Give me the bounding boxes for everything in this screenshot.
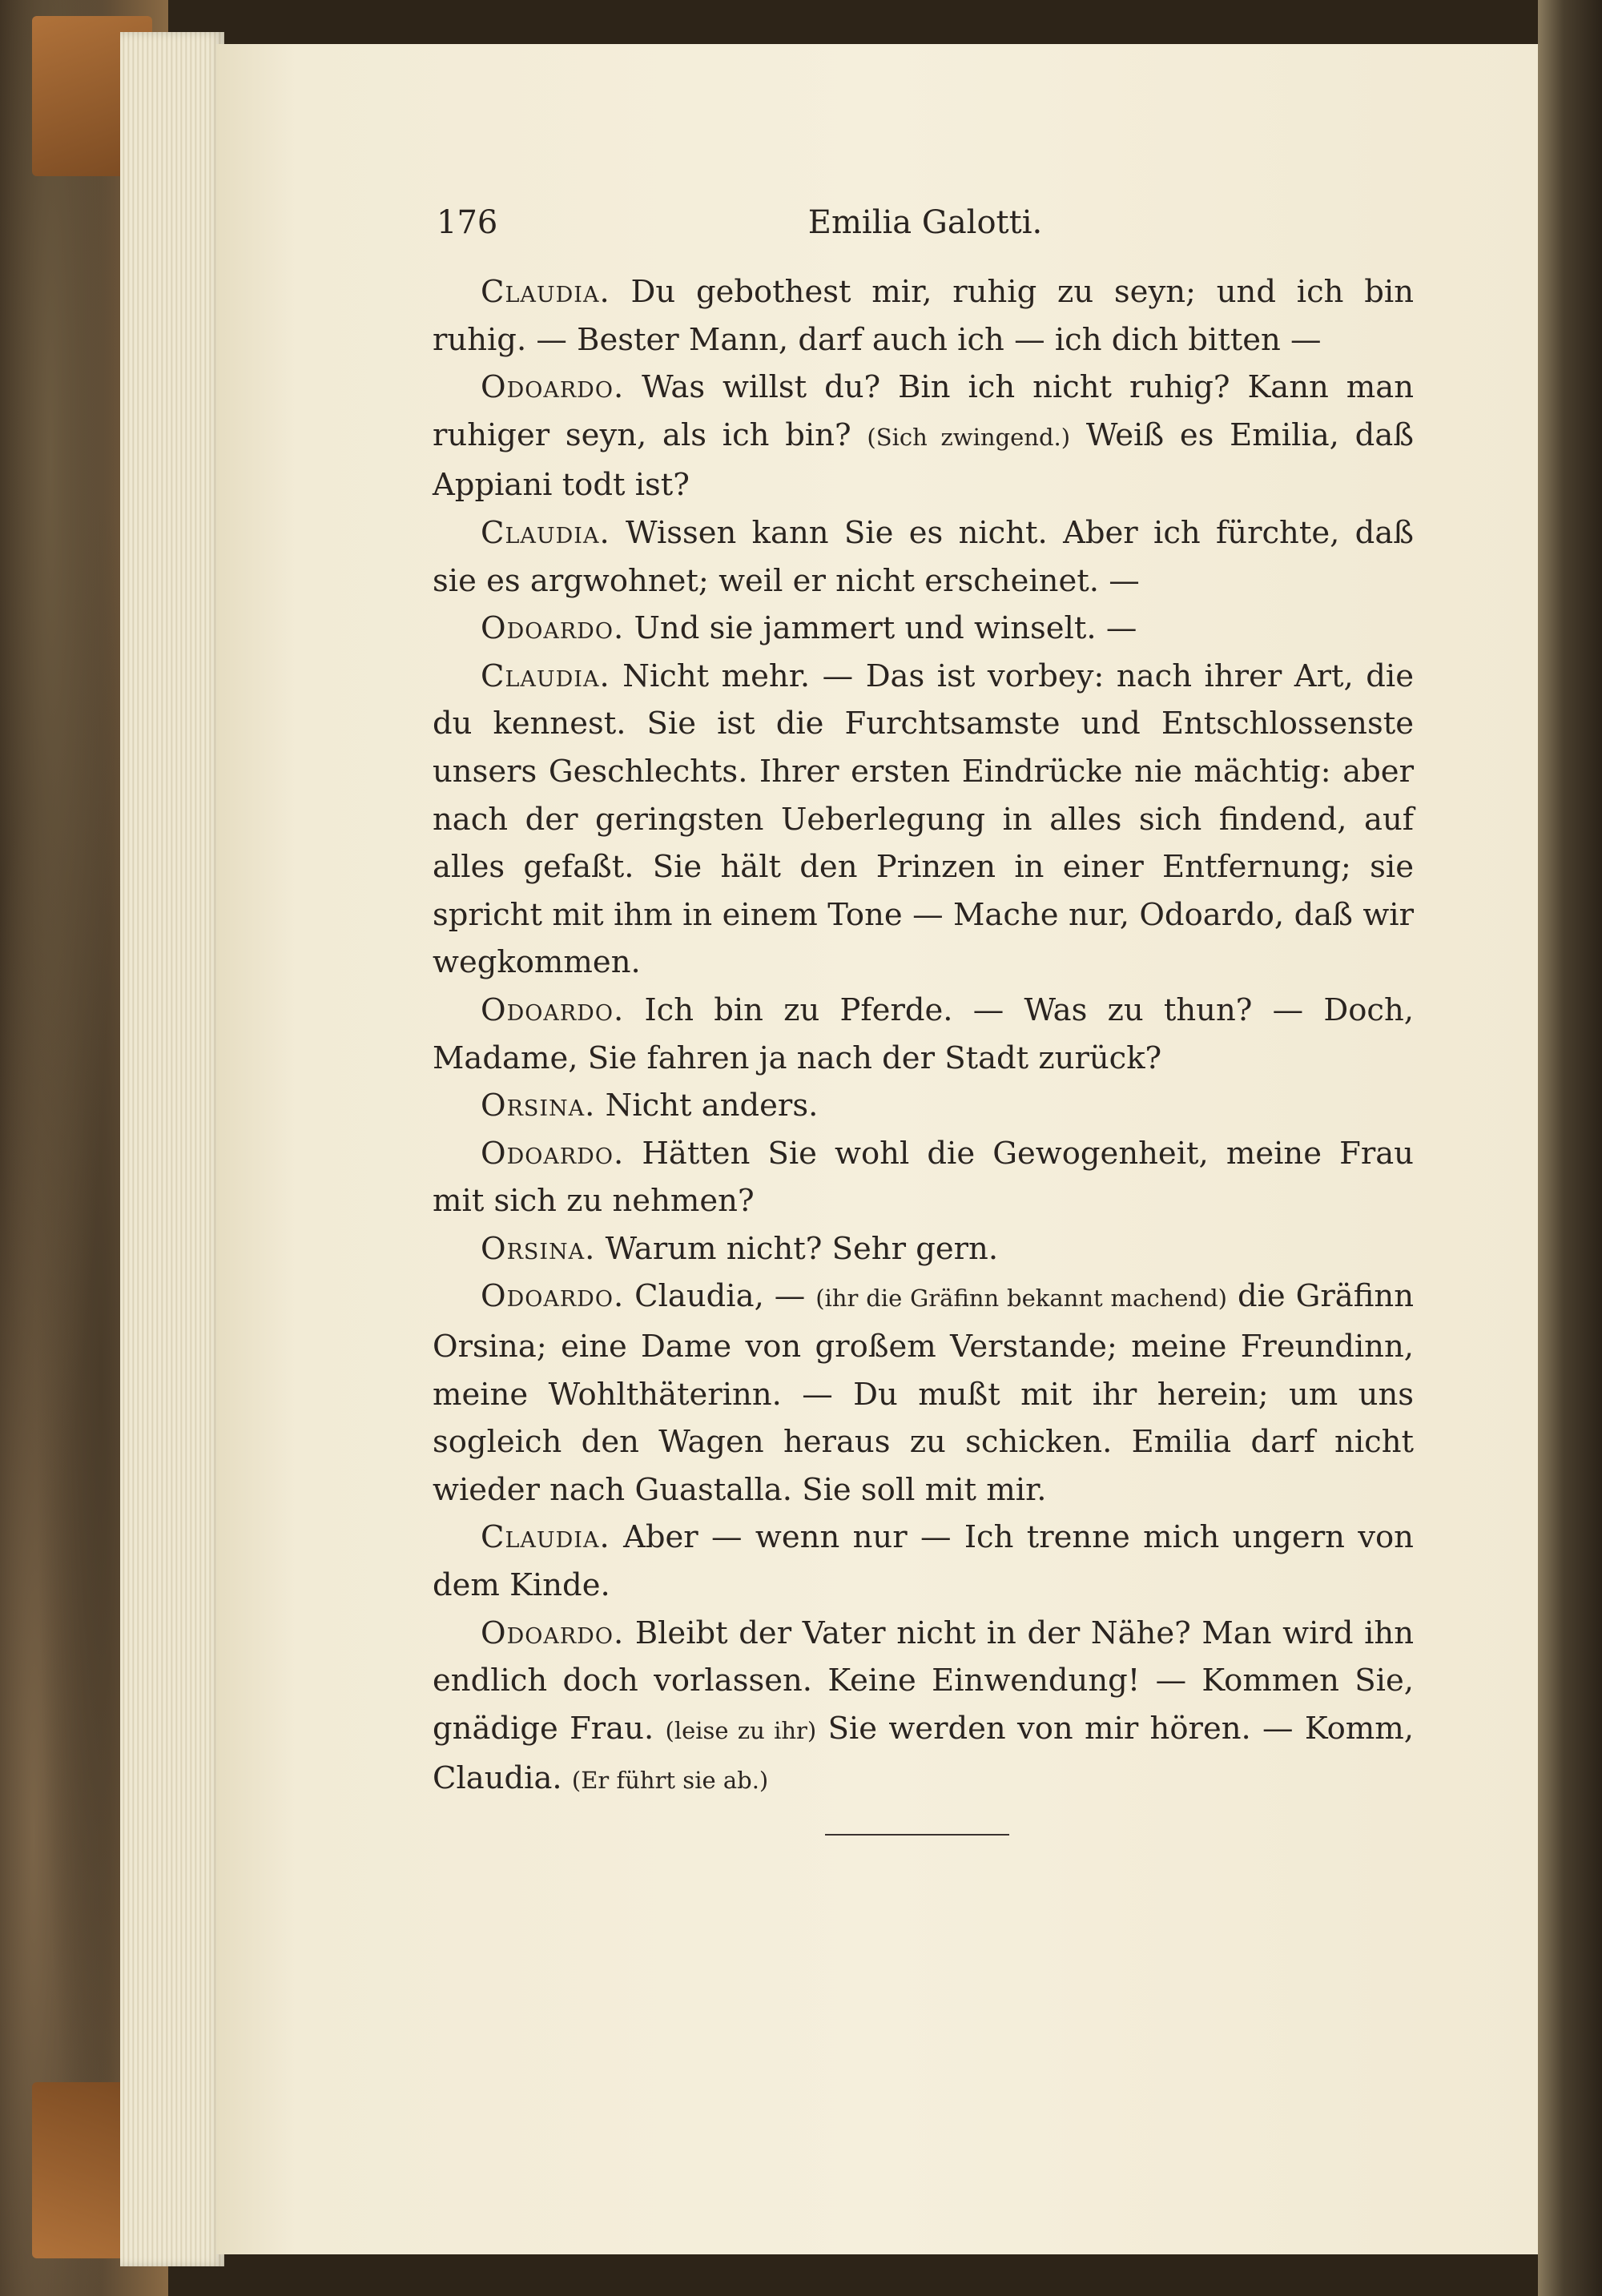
spoken-text: Sie werden von mir hören. — Komm, Claudia.	[433, 1710, 1415, 1797]
speech	[433, 364, 1414, 509]
speech	[433, 653, 1414, 987]
page-number: 176	[437, 204, 498, 241]
speaker-name: Odoardo.	[481, 1278, 625, 1315]
speech	[433, 268, 1414, 364]
speaker-name: Claudia.	[481, 657, 610, 694]
spoken-text: die Gräfinn Orsina; eine Dame von großem Verstande; meine Freundinn, meine Wohlthäterinn. — Du mußt mit ihr herein; um uns sogleich den Wagen heraus zu schicken. Emilia darf nicht wieder nach Guastalla. Sie soll mit mir.	[433, 1278, 1414, 1508]
speech	[433, 1273, 1414, 1514]
speech	[433, 1225, 1414, 1273]
running-title: Emilia Galotti.	[807, 204, 1043, 241]
stage-direction: (Er führt sie ab.)	[571, 1767, 769, 1795]
speech	[433, 987, 1414, 1082]
spoken-text: Warum nicht? Sehr gern.	[605, 1230, 999, 1267]
spoken-text: Aber — wenn nur — Ich trenne mich ungern von dem Kinde.	[433, 1519, 1414, 1604]
spoken-text: Nicht anders.	[605, 1088, 819, 1124]
spoken-text: Wissen kann Sie es nicht. Aber ich fürchte, daß sie es argwohnet; weil er nicht erscheinet. —	[433, 514, 1414, 599]
speaker-name: Odoardo.	[481, 610, 625, 647]
page-edges	[120, 32, 224, 2266]
section-end-rule	[825, 1834, 1009, 1836]
stage-direction: (Sich zwingend.)	[867, 423, 1071, 451]
speaker-name: Orsina.	[481, 1088, 596, 1124]
speaker-name: Claudia.	[481, 514, 610, 551]
book-edge-right	[1538, 0, 1602, 2296]
spoken-text: Ich bin zu Pferde. — Was zu thun? — Doch, Madame, Sie fahren ja nach der Stadt zurück?	[433, 991, 1414, 1076]
speech	[433, 605, 1414, 653]
speaker-name: Claudia.	[481, 1519, 610, 1556]
spoken-text: Bleibt der Vater nicht in der Nähe? Man wird ihn endlich doch vorlassen. Keine Einwendung! — Kommen Sie, gnädige Frau.	[433, 1614, 1415, 1747]
speaker-name: Odoardo.	[481, 991, 625, 1028]
speaker-name: Odoardo.	[481, 369, 625, 406]
spoken-text: Nicht mehr. — Das ist vorbey: nach ihrer Art, die du kennest. Sie ist die Furchtsamste und Entschlossenste unsers Geschlechts. Ihrer ersten Eindrücke nie mächtig: aber nach der geringsten Ueberlegung in alles sich findend, auf alles gefaßt. Sie hält den Prinzen in einer Entfernung; sie spricht mit ihm in einem Tone — Mache nur, Odoardo, daß wir wegkommen.	[433, 657, 1414, 981]
speech	[433, 509, 1414, 605]
stage-direction: (leise zu ihr)	[665, 1716, 817, 1744]
spoken-text: Du gebothest mir, ruhig zu seyn; und ich bin ruhig. — Bester Mann, darf auch ich — ich dich bitten —	[433, 274, 1414, 358]
speech	[433, 1514, 1414, 1609]
spoken-text: Hätten Sie wohl die Gewogenheit, meine Frau mit sich zu nehmen?	[433, 1135, 1414, 1220]
speaker-name: Odoardo.	[481, 1135, 625, 1172]
speaker-name: Orsina.	[481, 1230, 596, 1267]
spoken-text: Claudia, —	[634, 1278, 806, 1315]
dialogue-text	[433, 268, 1414, 1805]
speech	[433, 1082, 1414, 1130]
page-header	[437, 204, 1414, 252]
stage-direction: (ihr die Gräfinn bekannt machend)	[815, 1285, 1227, 1313]
spoken-text: Was willst du? Bin ich nicht ruhig? Kann man ruhiger seyn, als ich bin?	[433, 369, 1414, 453]
speaker-name: Claudia.	[481, 274, 610, 310]
speaker-name: Odoardo.	[481, 1614, 625, 1651]
spoken-text: Und sie jammert und winselt. —	[634, 610, 1137, 647]
spoken-text: Weiß es Emilia, daß Appiani todt ist?	[433, 416, 1414, 504]
speech	[433, 1130, 1414, 1225]
speech	[433, 1610, 1414, 1805]
